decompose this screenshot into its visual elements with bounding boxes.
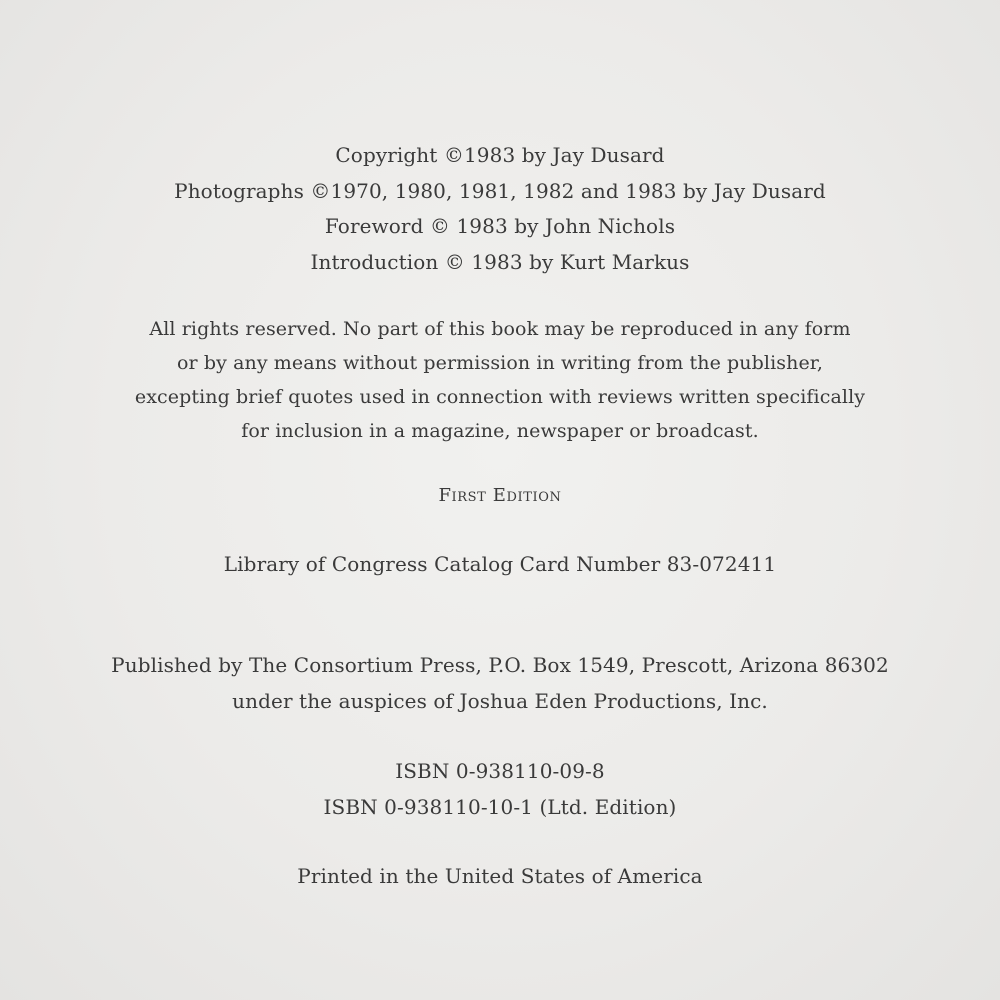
photographs-copyright-line: Photographs ©1970, 1980, 1981, 1982 and 1983 by Jay Dusard bbox=[174, 179, 826, 203]
rights-notice-line-2: or by any means without permission in writing from the publisher, bbox=[176, 352, 824, 374]
introduction-copyright-line: Introduction © 1983 by Kurt Markus bbox=[310, 250, 690, 274]
publisher-line-1: Published by The Consortium Press, P.O. Box 1549, Prescott, Arizona 86302 bbox=[111, 653, 889, 677]
lccn-line: Library of Congress Catalog Card Number 83-072411 bbox=[223, 552, 777, 576]
rights-notice-line-1: All rights reserved. No part of this book may be reproduced in any form bbox=[149, 318, 851, 340]
rights-notice-line-3: excepting brief quotes used in connection with reviews written specifically bbox=[134, 386, 866, 408]
isbn-line-1: ISBN 0-938110-09-8 bbox=[395, 759, 605, 783]
copyright-line: Copyright ©1983 by Jay Dusard bbox=[335, 143, 665, 167]
publisher-line-2: under the auspices of Joshua Eden Productions, Inc. bbox=[232, 689, 768, 713]
rights-notice-line-4: for inclusion in a magazine, newspaper or broadcast. bbox=[241, 420, 759, 442]
printed-in-line: Printed in the United States of America bbox=[297, 864, 703, 888]
isbn-line-2: ISBN 0-938110-10-1 (Ltd. Edition) bbox=[323, 795, 677, 819]
foreword-copyright-line: Foreword © 1983 by John Nichols bbox=[324, 214, 676, 238]
edition-label: First Edition bbox=[438, 485, 562, 506]
